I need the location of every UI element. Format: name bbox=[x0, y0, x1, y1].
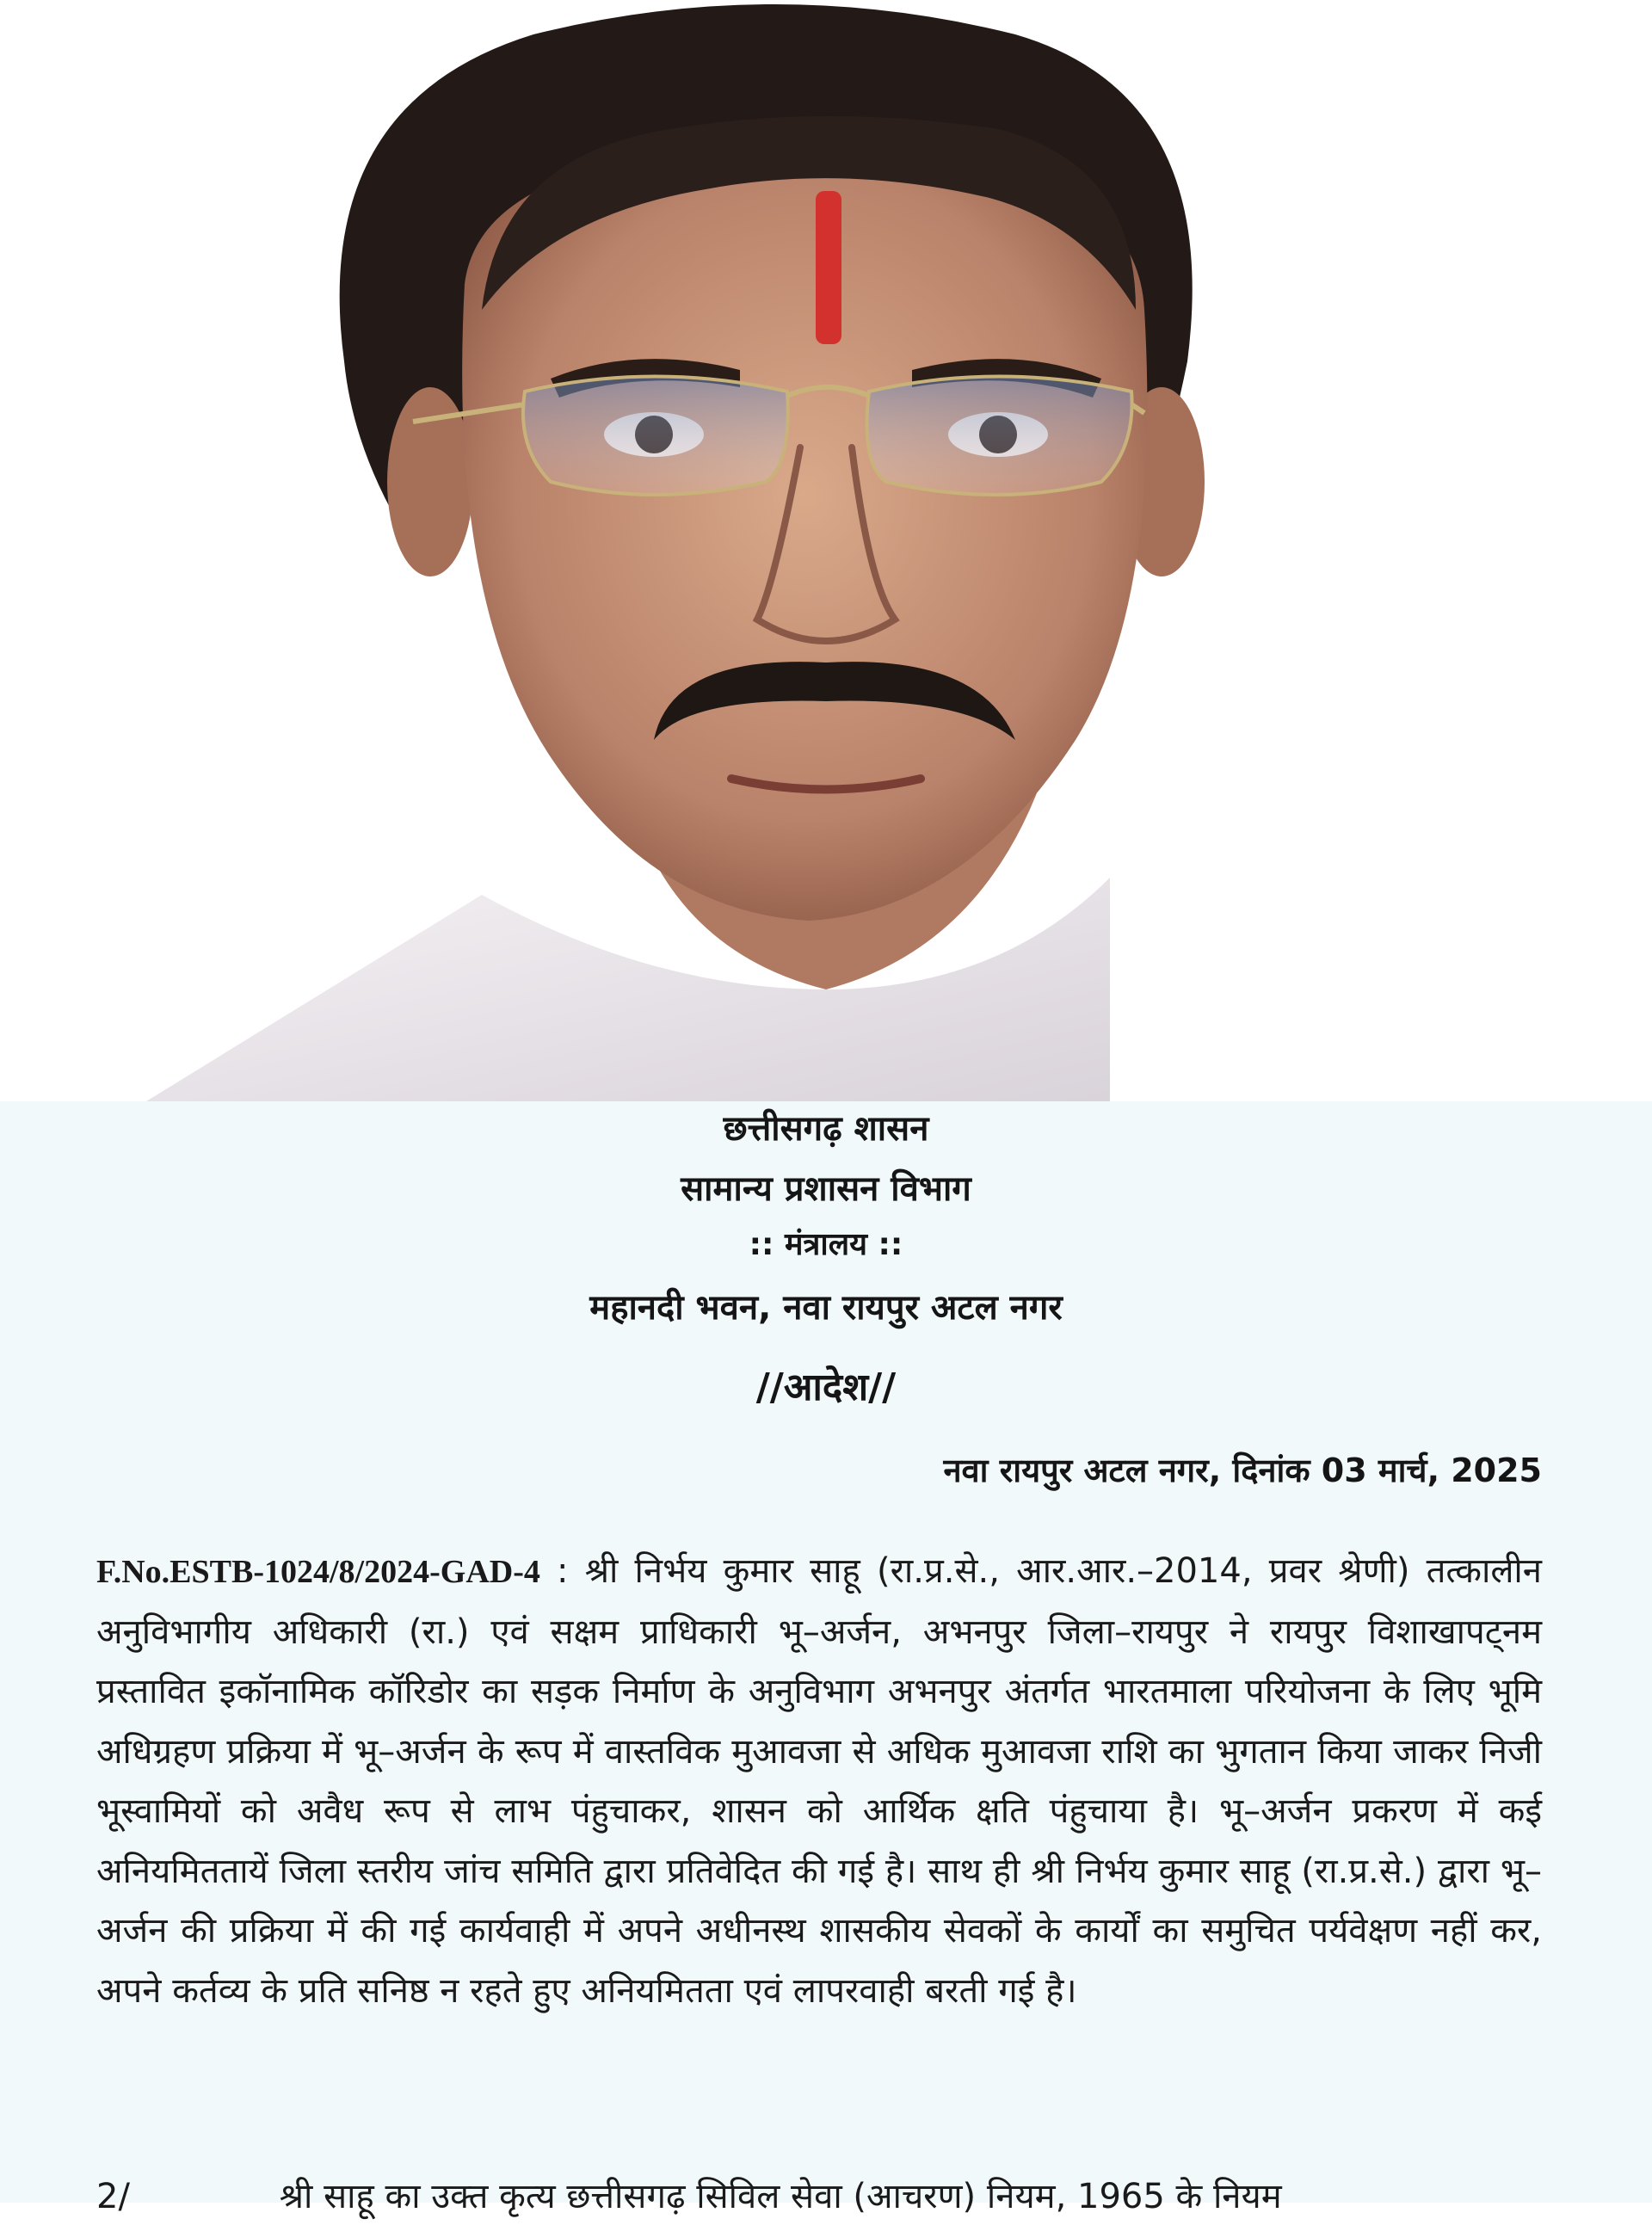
file-number: F.No.ESTB-1024/8/2024-GAD-4 bbox=[96, 1554, 540, 1590]
header-department: सामान्य प्रशासन विभाग bbox=[681, 1169, 971, 1209]
shirt bbox=[146, 878, 1110, 1101]
portrait-photo bbox=[0, 0, 1652, 1101]
glasses-right-lens bbox=[867, 377, 1132, 496]
paragraph-1 bbox=[96, 1542, 1542, 2021]
order-title: //आदेश// bbox=[755, 1365, 897, 1409]
paragraph-2 bbox=[96, 2168, 1542, 2225]
header-ministry: :: मंत्रालय :: bbox=[749, 1227, 903, 1262]
paragraph-1-text: : श्री निर्भय कुमार साहू (रा.प्र.से., आर.आर.–2014, प्रवर श्रेणी) तत्कालीन अनुविभागीय अधिकारी (रा.) एवं सक्षम प्राधिकारी भू–अर्जन, अभनपुर जिला–रायपुर ने रायपुर विशाखापट्नम प्रस्तावित इकॉनामिक कॉरिडोर का सड़क निर्माण के अनुविभाग अभनपुर अंतर्गत भारतमाला परियोजना के लिए भूमि अधिग्रहण प्रक्रिया में भू–अर्जन के रूप में वास्तविक मुआवजा से अधिक मुआवजा राशि का भुगतान किया जाकर निजी भूस्वामियों को अवैध रूप से लाभ पंहुचाकर, शासन को आर्थिक क्षति पंहुचाया है। भू–अर्जन प्रकरण में कई अनियमिततायें जिला स्तरीय जांच समिति द्वारा प्रतिवेदित की गई है। साथ ही श्री निर्भय कुमार साहू (रा.प्र.से.) द्वारा भू–अर्जन की प्रक्रिया में की गई कार्यवाही में अपने अधीनस्थ शासकीय सेवकों के कार्यों का समुचित पर्यवेक्षण नहीं कर, अपने कर्तव्य के प्रति सनिष्ठ न रहते हुए अनियमितता एवं लापरवाही बरती गई है। bbox=[96, 1551, 1542, 2011]
tilak-mark bbox=[816, 191, 841, 344]
header-government: छत्तीसगढ़ शासन bbox=[723, 1109, 929, 1149]
header-address: महानदी भवन, नवा रायपुर अटल नगर bbox=[589, 1288, 1063, 1328]
dateline: नवा रायपुर अटल नगर, दिनांक 03 मार्च, 2025 bbox=[943, 1451, 1542, 1489]
glasses-left-lens bbox=[523, 377, 788, 496]
paragraph-2-text: श्री साहू का उक्त कृत्य छत्तीसगढ़ सिविल सेवा (आचरण) नियम, 1965 के नियम bbox=[279, 2177, 1282, 2216]
government-order-document bbox=[0, 1101, 1652, 2216]
face bbox=[462, 146, 1147, 921]
portrait-illustration bbox=[0, 0, 1652, 1101]
paragraph-2-number: 2/ bbox=[96, 2177, 130, 2216]
